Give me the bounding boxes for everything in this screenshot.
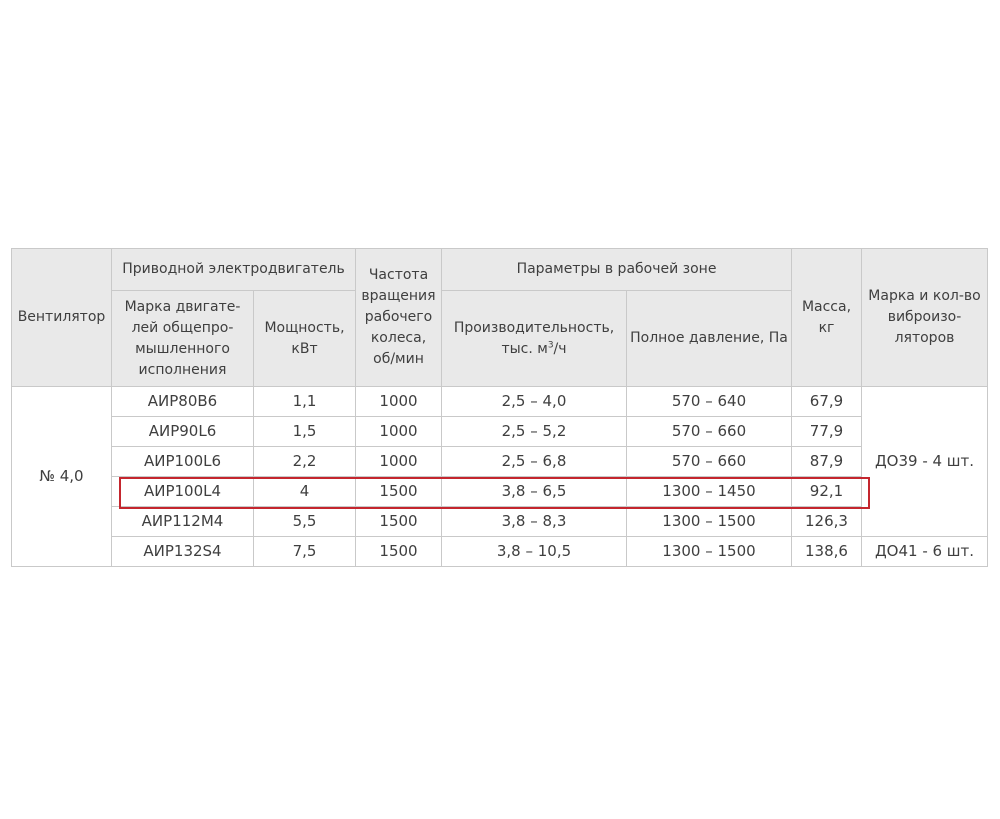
performance-cell: 2,5 – 4,0	[442, 387, 627, 417]
header-isolators: Марка и кол-во виброизо-ляторов	[862, 249, 988, 387]
header-mass: Масса, кг	[792, 249, 862, 387]
header-performance-suffix: /ч	[553, 340, 567, 357]
performance-cell: 2,5 – 5,2	[442, 417, 627, 447]
table-row	[12, 537, 988, 567]
power-cell: 7,5	[254, 537, 356, 567]
header-pressure: Полное давление, Па	[627, 291, 792, 387]
power-cell: 4	[254, 477, 356, 507]
spec-table-container	[11, 248, 987, 567]
table-row	[12, 387, 988, 417]
power-cell: 2,2	[254, 447, 356, 477]
isolator-cell: ДО41 - 6 шт.	[862, 537, 988, 567]
header-drive-motor: Приводной электродвигатель	[112, 249, 356, 291]
power-cell: 1,5	[254, 417, 356, 447]
fan-spec-table	[11, 248, 988, 567]
speed-cell: 1500	[356, 507, 442, 537]
power-cell: 1,1	[254, 387, 356, 417]
mass-cell: 87,9	[792, 447, 862, 477]
power-cell: 5,5	[254, 507, 356, 537]
mass-cell: 126,3	[792, 507, 862, 537]
pressure-cell: 570 – 640	[627, 387, 792, 417]
performance-cell: 2,5 – 6,8	[442, 447, 627, 477]
performance-cell: 3,8 – 8,3	[442, 507, 627, 537]
motor-cell: АИР80В6	[112, 387, 254, 417]
speed-cell: 1000	[356, 387, 442, 417]
header-performance-sup: 3	[547, 339, 554, 350]
header-power: Мощность, кВт	[254, 291, 356, 387]
motor-cell: АИР132S4	[112, 537, 254, 567]
pressure-cell: 570 – 660	[627, 447, 792, 477]
pressure-cell: 570 – 660	[627, 417, 792, 447]
table-row	[12, 417, 988, 447]
performance-cell: 3,8 – 6,5	[442, 477, 627, 507]
fan-number-cell: № 4,0	[12, 387, 112, 567]
motor-cell: АИР100L4	[112, 477, 254, 507]
table-row	[12, 447, 988, 477]
motor-cell: АИР112М4	[112, 507, 254, 537]
mass-cell: 77,9	[792, 417, 862, 447]
speed-cell: 1000	[356, 417, 442, 447]
pressure-cell: 1300 – 1500	[627, 537, 792, 567]
table-row	[12, 507, 988, 537]
motor-cell: АИР90L6	[112, 417, 254, 447]
pressure-cell: 1300 – 1450	[627, 477, 792, 507]
header-fan: Вентилятор	[12, 249, 112, 387]
header-performance	[442, 291, 627, 387]
speed-cell: 1500	[356, 477, 442, 507]
header-performance-prefix: Производительность, тыс. м	[453, 319, 615, 357]
mass-cell: 138,6	[792, 537, 862, 567]
performance-cell: 3,8 – 10,5	[442, 537, 627, 567]
table-row-highlighted	[12, 477, 988, 507]
isolator-cell: ДО39 - 4 шт.	[862, 387, 988, 537]
header-motor-brand: Марка двигате-лей общепро-мышленного исполнения	[112, 291, 254, 387]
header-work-zone: Параметры в рабочей зоне	[442, 249, 792, 291]
speed-cell: 1500	[356, 537, 442, 567]
speed-cell: 1000	[356, 447, 442, 477]
mass-cell: 92,1	[792, 477, 862, 507]
mass-cell: 67,9	[792, 387, 862, 417]
motor-cell: АИР100L6	[112, 447, 254, 477]
pressure-cell: 1300 – 1500	[627, 507, 792, 537]
header-rotation-speed: Частота вращения рабочего колеса, об/мин	[356, 249, 442, 387]
